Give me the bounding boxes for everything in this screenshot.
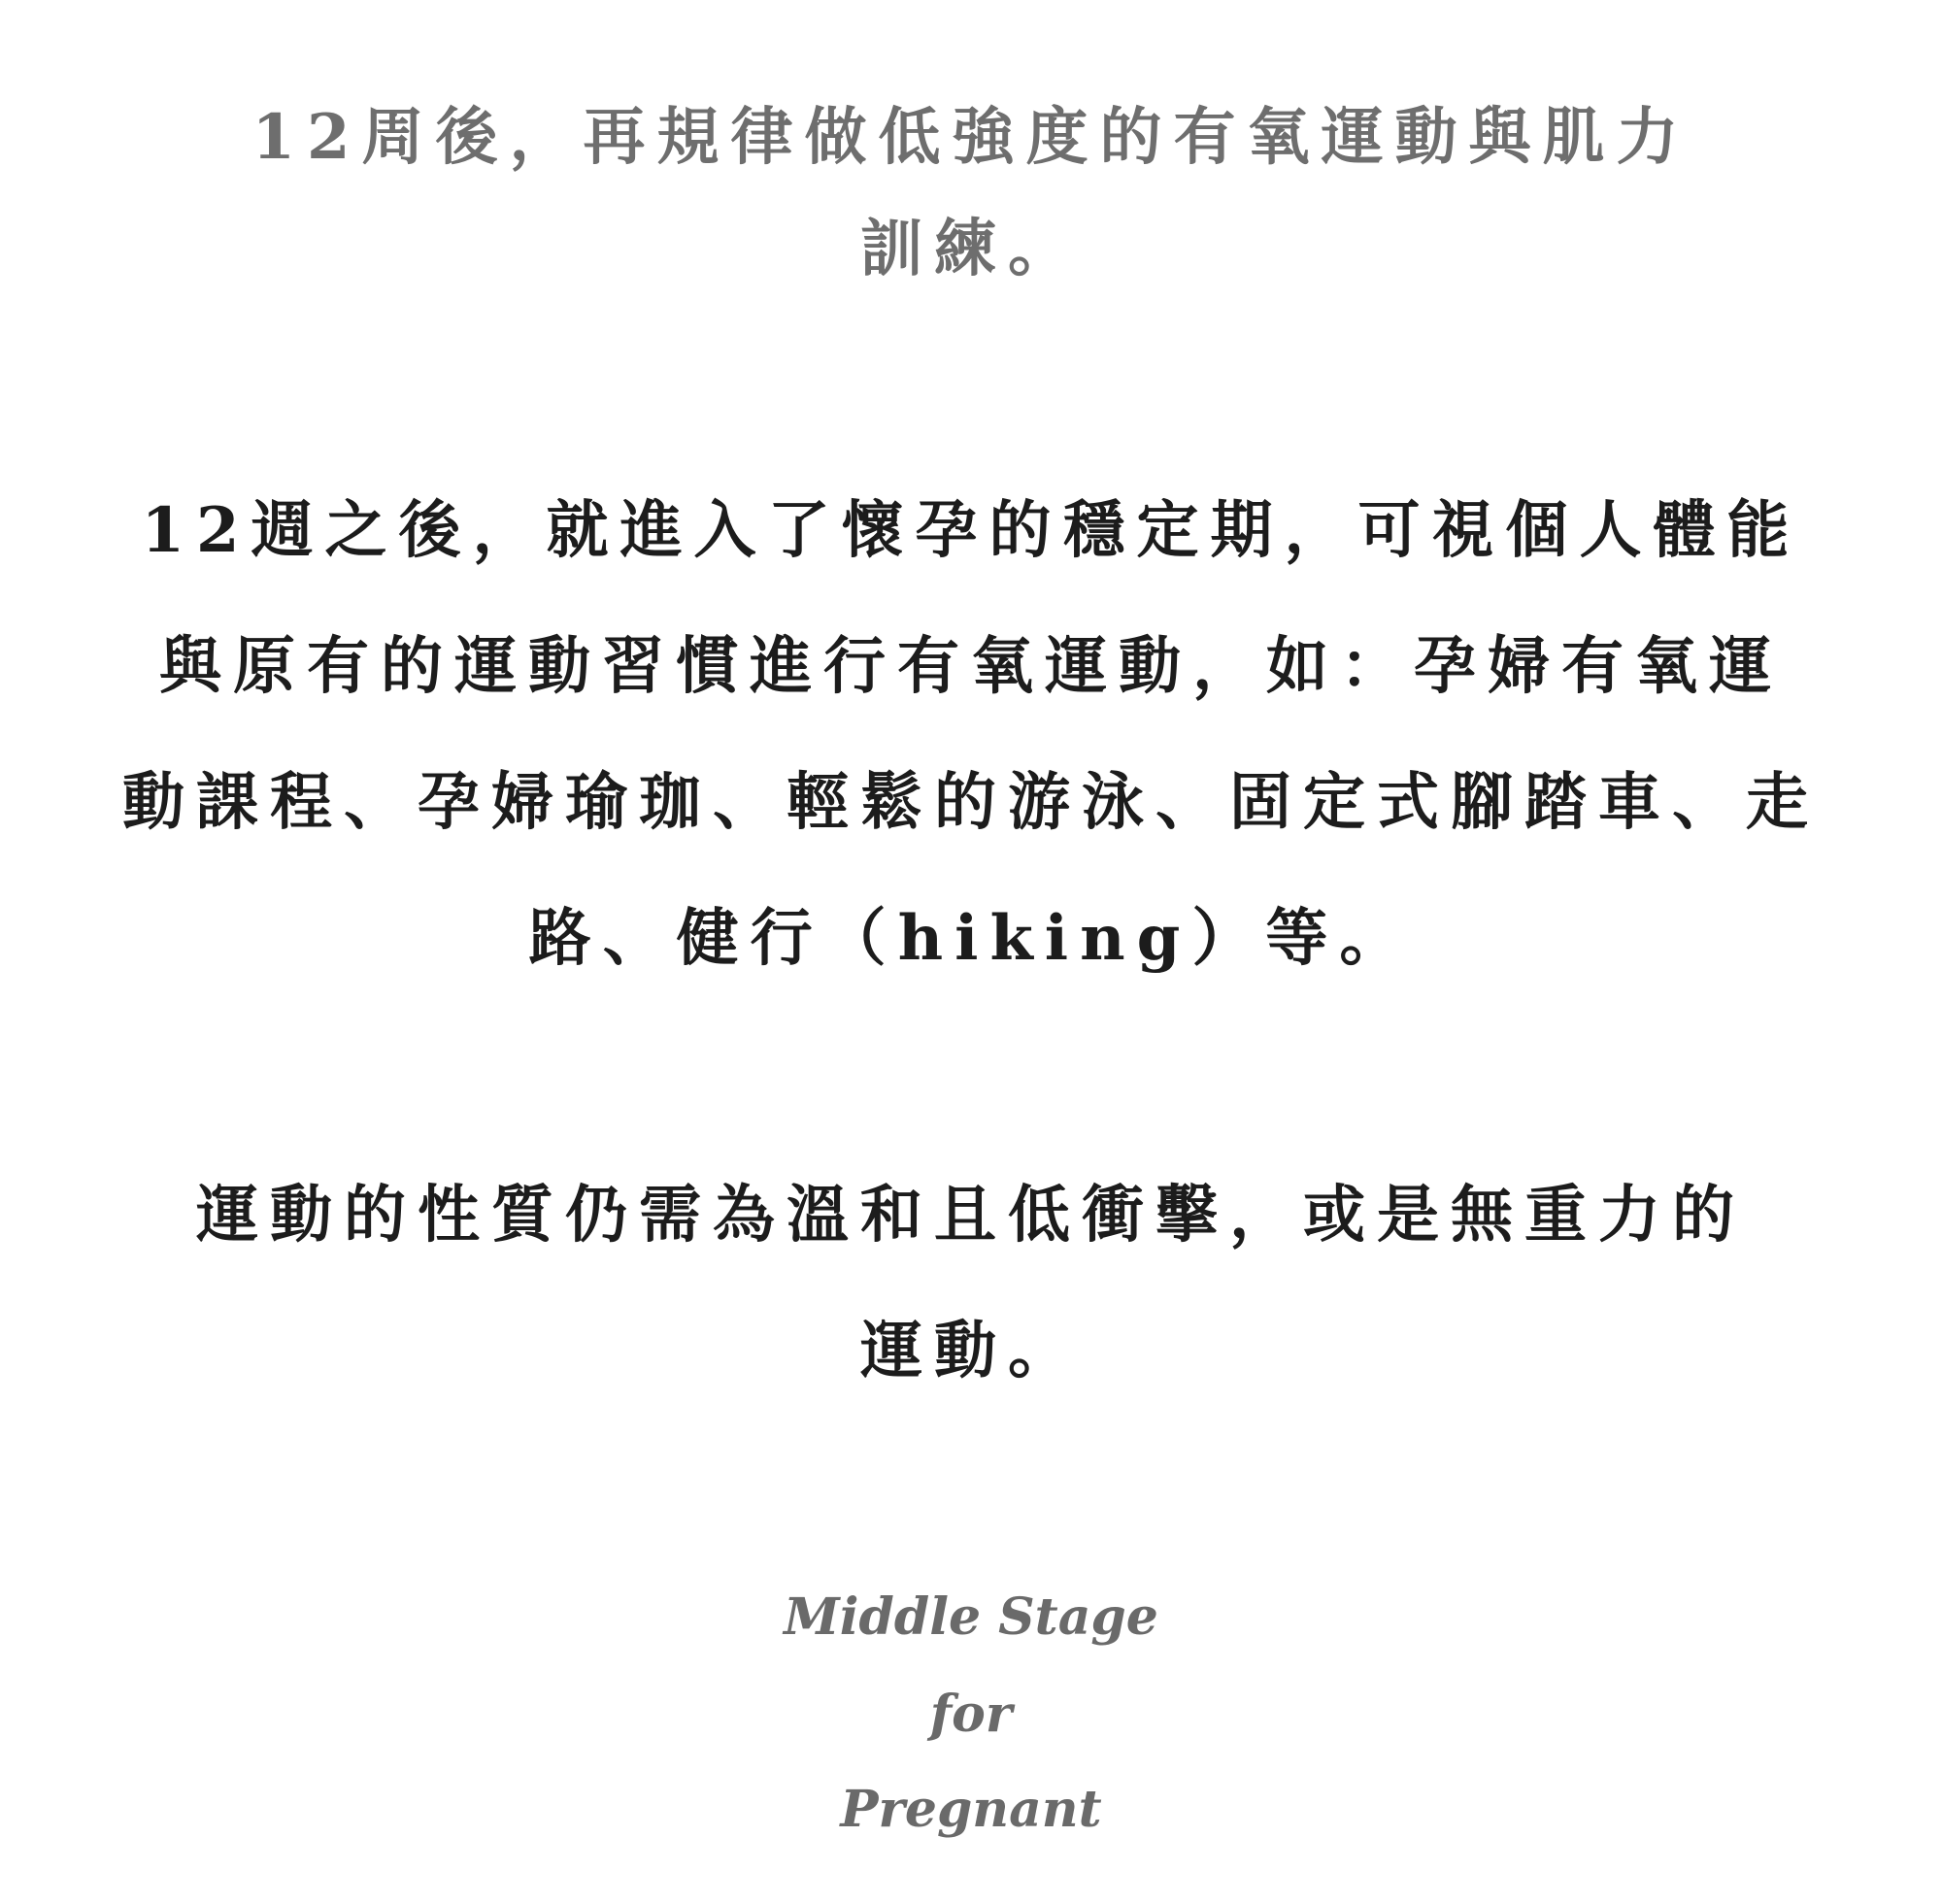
intro-line-2: 訓練。: [860, 213, 1082, 285]
footer-title-line-1: Middle Stage: [784, 1587, 1158, 1647]
paragraph2-line-2: 運動。: [860, 1315, 1082, 1387]
paragraph1-line-1: 12週之後，就進入了懷孕的穩定期，可視個人體能: [141, 494, 1801, 567]
intro-line-1: 12周後，再規律做低強度的有氧運動與肌力: [251, 101, 1691, 174]
footer-title-line-2: for: [929, 1685, 1013, 1744]
footer-title-line-3: Pregnant: [840, 1780, 1102, 1839]
paragraph2-line-1: 運動的性質仍需為溫和且低衝擊，或是無重力的: [196, 1179, 1746, 1252]
paragraph1-line-2: 與原有的運動習慣進行有氧運動，如：孕婦有氧運: [159, 630, 1783, 703]
paragraph1-line-3: 動課程、孕婦瑜珈、輕鬆的游泳、固定式腳踏車、走: [122, 766, 1820, 839]
paragraph1-line-4: 路、健行（hiking）等。: [528, 902, 1414, 975]
